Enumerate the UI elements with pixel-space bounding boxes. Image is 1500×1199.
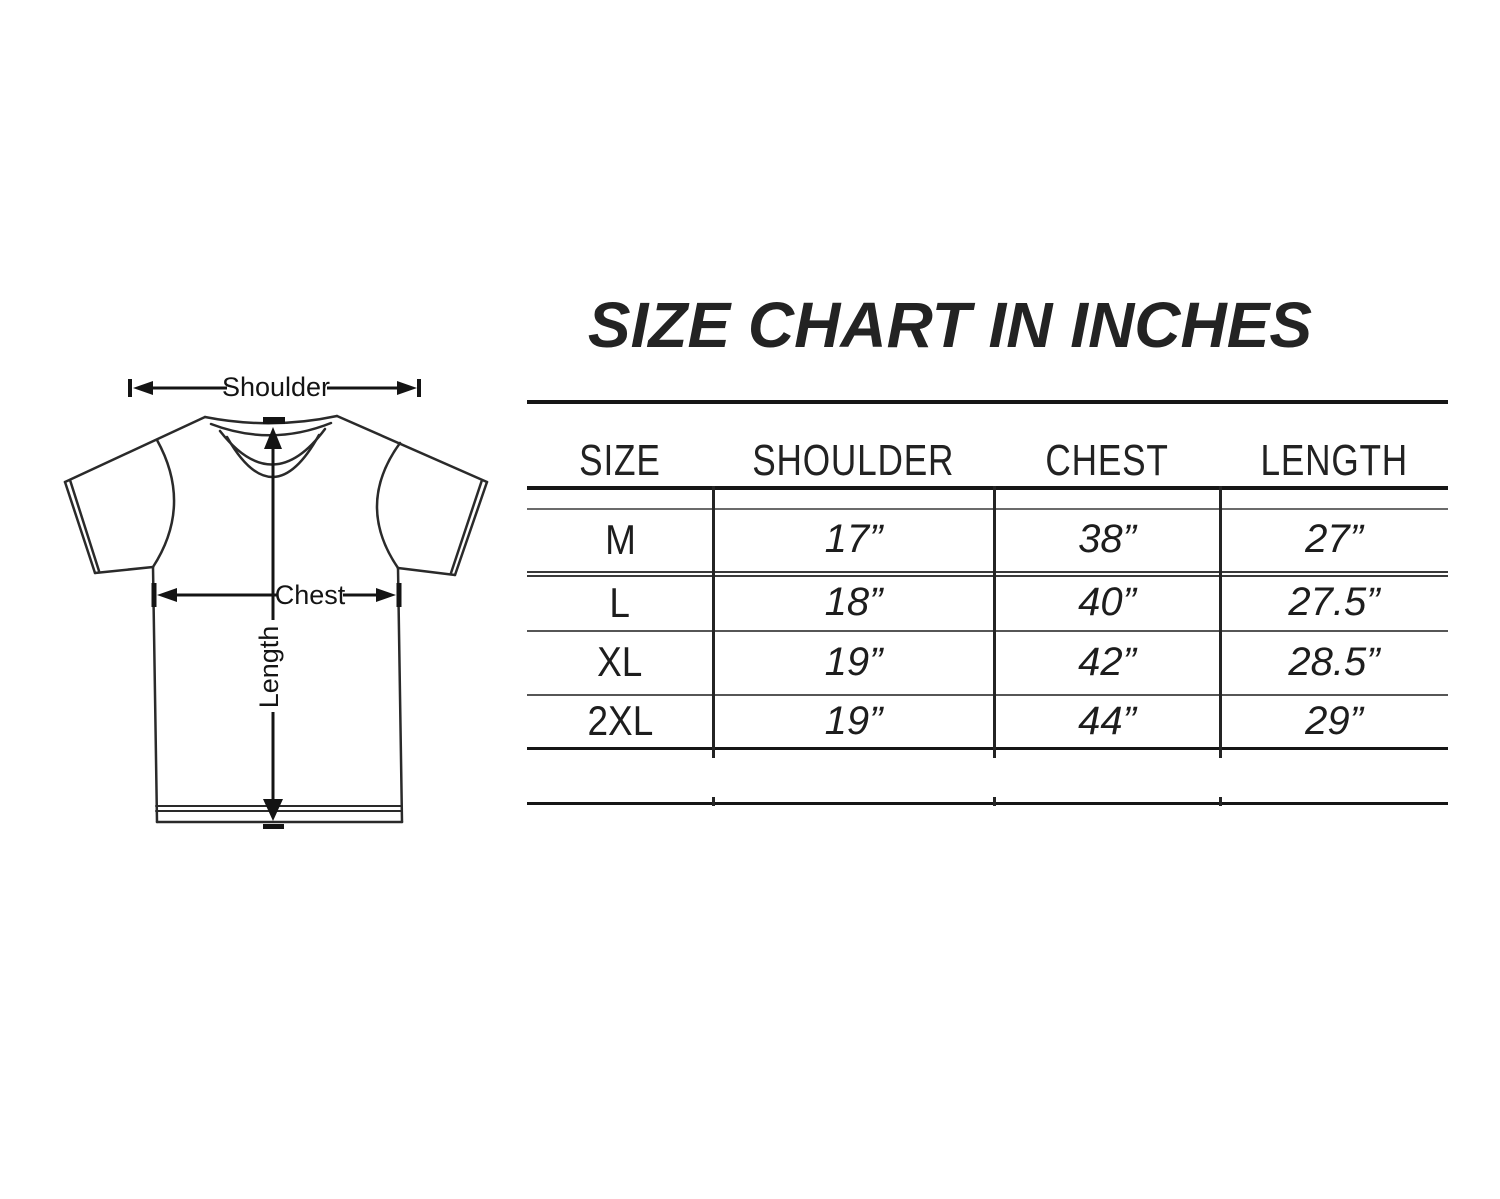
page-title: SIZE CHART IN INCHES: [587, 289, 1313, 361]
cell-size: 2XL: [587, 697, 653, 744]
cell-length: 27”: [1305, 517, 1363, 561]
cell-chest: 42”: [1078, 639, 1136, 684]
table-row: [527, 632, 1448, 692]
header-length: LENGTH: [1260, 436, 1408, 485]
cell-chest: 40”: [1078, 580, 1136, 624]
cell-shoulder: 19”: [824, 639, 883, 684]
table-divider-stub-2: [993, 797, 996, 806]
cell-size: L: [609, 578, 631, 626]
header-chest: CHEST: [1045, 436, 1169, 485]
length-dimension-label: Length: [253, 625, 284, 709]
table-rule-row-2xl: [527, 747, 1448, 750]
cell-size: XL: [597, 638, 643, 685]
cell-length: 27.5”: [1288, 580, 1380, 624]
table-header-row: [527, 426, 1448, 496]
cell-length: 28.5”: [1288, 639, 1380, 684]
table-row: [527, 508, 1448, 571]
cell-length: 29”: [1305, 698, 1363, 743]
table-divider-stub-3: [1219, 797, 1222, 806]
header-shoulder: SHOULDER: [752, 436, 955, 485]
table-row: [527, 575, 1448, 630]
cell-chest: 38”: [1078, 517, 1136, 561]
cell-shoulder: 18”: [824, 580, 883, 624]
table-divider-stub-1: [712, 797, 715, 806]
shoulder-dimension-label: Shoulder: [221, 371, 331, 402]
header-size: SIZE: [579, 436, 661, 485]
table-rule-top: [527, 400, 1448, 404]
table-rule-bottom: [527, 802, 1448, 805]
cell-shoulder: 19”: [824, 698, 883, 743]
cell-chest: 44”: [1078, 698, 1136, 743]
table-rule-row-m-a: [527, 571, 1448, 573]
cell-size: M: [604, 515, 636, 563]
chest-dimension-label: Chest: [274, 579, 346, 610]
table-row: [527, 696, 1448, 746]
cell-shoulder: 17”: [824, 517, 883, 561]
